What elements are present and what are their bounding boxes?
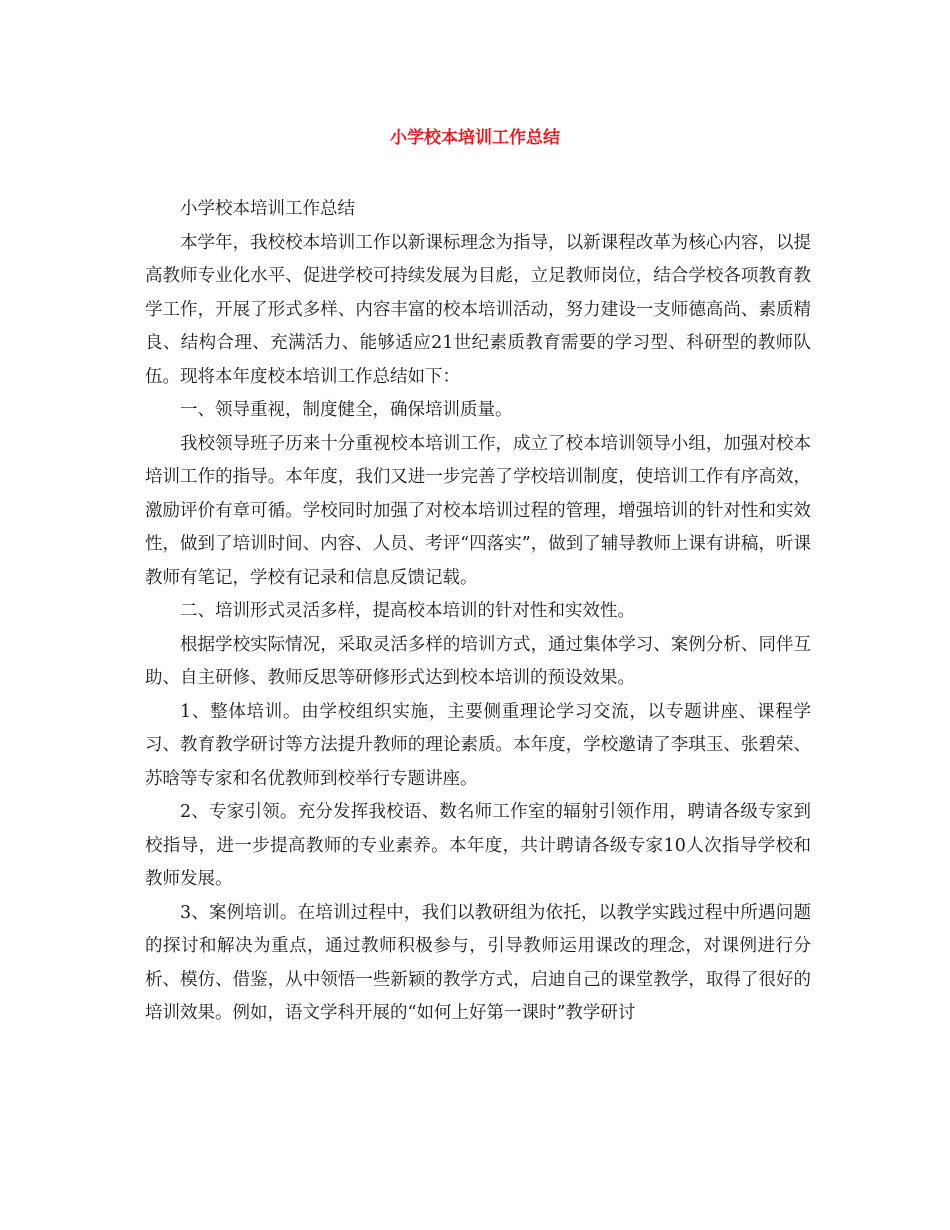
intro-paragraph: 本学年，我校校本培训工作以新课标理念为指导，以新课程改革为核心内容，以提高教师专业化水平、促进学校可持续发展为目彪，立足教师岗位，结合学校各项教育教学工作，开展了形式多样、内容丰富的校本培训活动，努力建设一支师德高尚、素质精良、结构合理、充满活力、能够适应21世纪素质教育需要的学习型、科研型的教师队伍。现将本年度校本培训工作总结如下： <box>145 232 811 387</box>
section-heading-1: 一、领导重视，制度健全，确保培训质量。 <box>180 400 513 420</box>
document-title: 小学校本培训工作总结 <box>390 128 560 148</box>
item-1-paragraph: 1、整体培训。由学校组织实施，主要侧重理论学习交流，以专题讲座、课程学习、教育教学研讨等方法提升教师的理论素质。本年度，学校邀请了李琪玉、张碧荣、苏晗等专家和名优教师到校举行专题讲座。 <box>145 701 811 789</box>
item-3-paragraph: 3、案例培训。在培训过程中，我们以教研组为依托，以教学实践过程中所遇问题的探讨和解决为重点，通过教师积极参与，引导教师运用课改的理念，对课例进行分析、模仿、借鉴，从中领悟一些新颖的教学方式，启迪自己的课堂教学，取得了很好的培训效果。例如，语文学科开展的“如何上好第一课时”教学研讨 <box>145 902 811 1023</box>
section-heading-2: 二、培训形式灵活多样，提高校本培训的针对性和实效性。 <box>180 601 635 621</box>
section-2-paragraph: 根据学校实际情况，采取灵活多样的培训方式，通过集体学习、案例分析、同伴互助、自主研修、教师反思等研修形式达到校本培训的预设效果。 <box>145 634 811 688</box>
item-2-paragraph: 2、专家引领。充分发挥我校语、数名师工作室的辐射引领作用，聘请各级专家到校指导，进一步提高教师的专业素养。本年度，共计聘请各级专家10人次指导学校和教师发展。 <box>145 802 811 889</box>
section-1-paragraph: 我校领导班子历来十分重视校本培训工作，成立了校本培训领导小组，加强对校本培训工作的指导。本年度，我们又进一步完善了学校培训制度，使培训工作有序高效，激励评价有章可循。学校同时加强了对校本培训过程的管理，增强培训的针对性和实效性，做到了培训时间、内容、人员、考评“四落实”，做到了辅导教师上课有讲稿，听课教师有笔记，学校有记录和信息反馈记载。 <box>145 433 811 588</box>
subtitle-paragraph: 小学校本培训工作总结 <box>180 199 355 219</box>
document-body <box>145 193 811 1031</box>
